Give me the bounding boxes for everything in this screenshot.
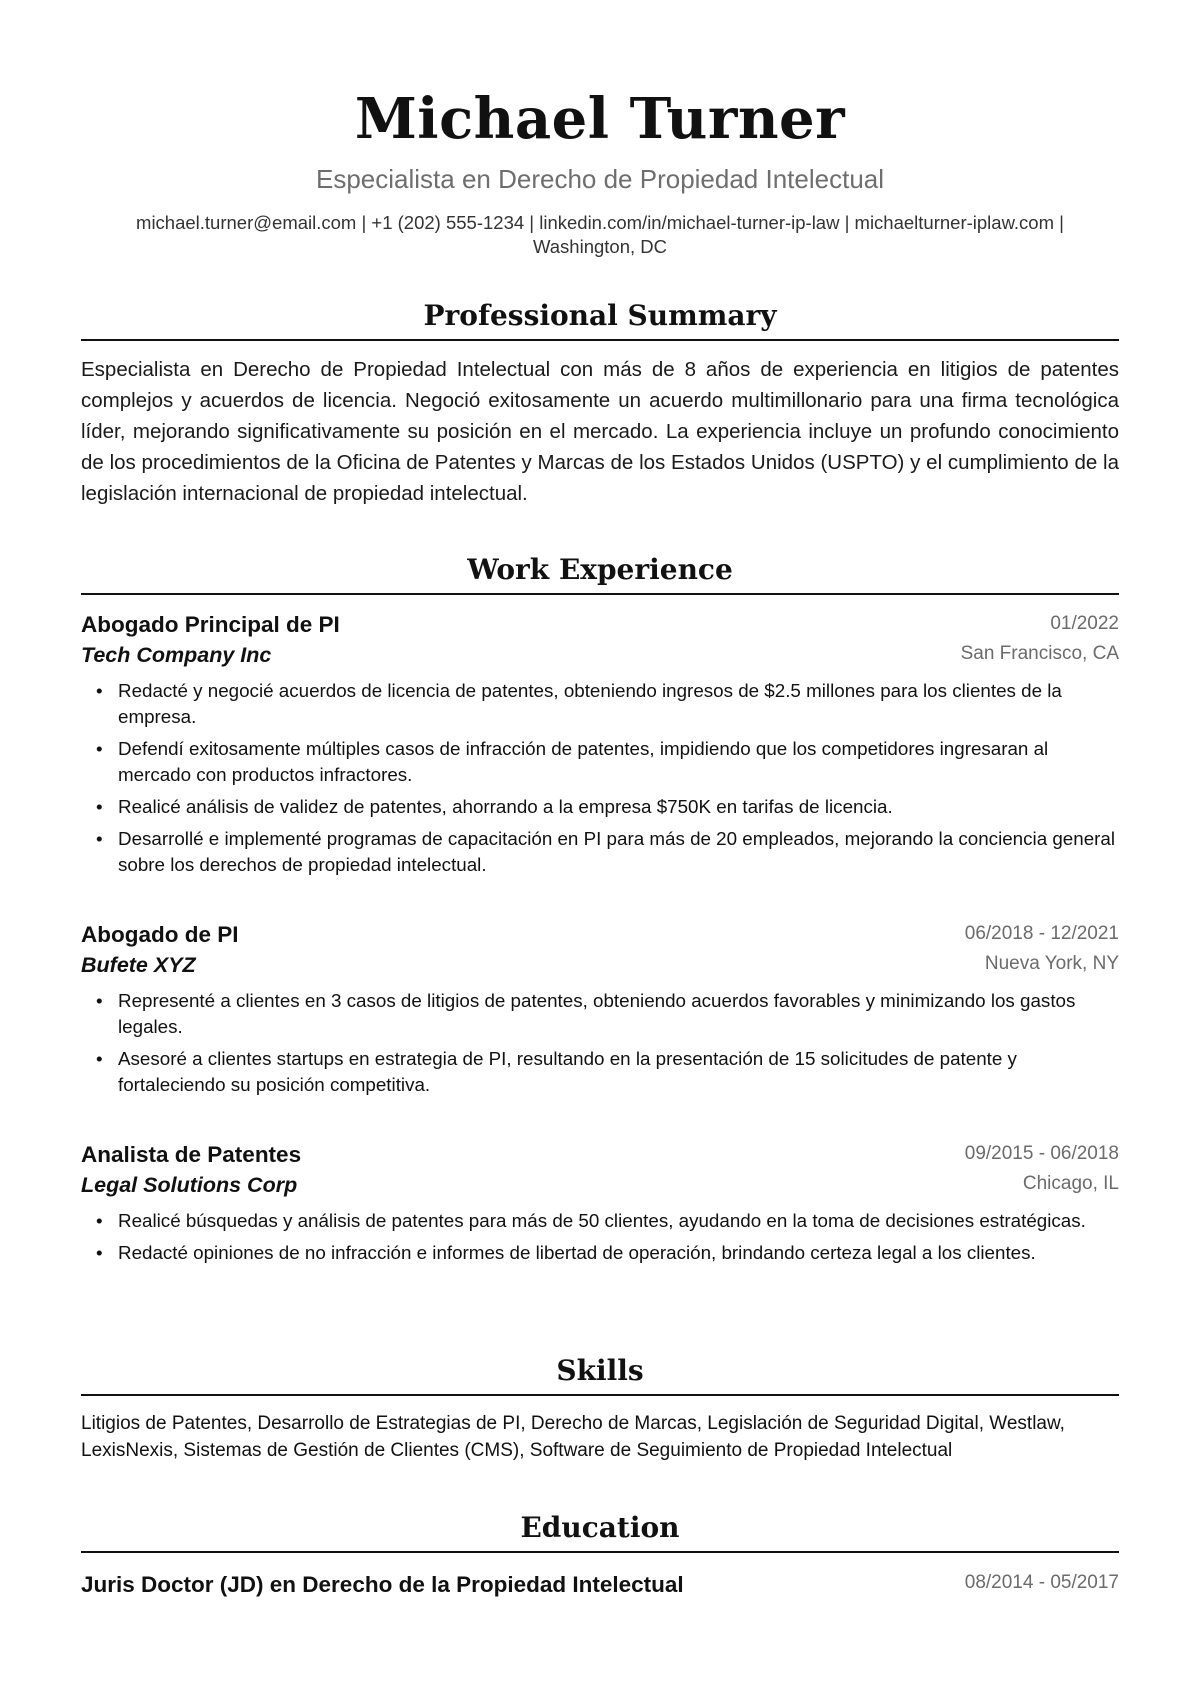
job-title: Analista de Patentes (81, 1142, 302, 1167)
job-title: Abogado Principal de PI (81, 612, 340, 637)
candidate-name: Michael Turner (354, 86, 846, 152)
experience-heading: Work Experience (467, 553, 733, 586)
bullet-icon: • (96, 796, 103, 817)
job-bullet: • Redacté y negocié acuerdos de licencia de patentes, obteniendo ingresos de $2.5 millones para los clientes de la empresa. (96, 680, 1062, 727)
job-entry (81, 920, 1119, 1104)
job-bullet: • Defendí exitosamente múltiples casos de infracción de patentes, impidiendo que los competidores ingresaran al mercado con productos infractores. (96, 738, 1049, 785)
bullet-icon: • (96, 1048, 103, 1069)
bullet-icon: • (96, 828, 103, 849)
job-bullets (81, 988, 1119, 1098)
summary-heading: Professional Summary (423, 299, 777, 332)
job-date: 01/2022 (1050, 613, 1119, 634)
job-title: Abogado de PI (81, 922, 239, 947)
job-date: 06/2018 - 12/2021 (964, 923, 1119, 944)
job-entry (81, 610, 1119, 884)
job-company: Legal Solutions Corp (81, 1173, 298, 1197)
summary-divider (81, 339, 1119, 341)
job-bullet: • Representé a clientes en 3 casos de litigios de patentes, obteniendo acuerdos favorables y minimizando los gastos legales. (96, 990, 1076, 1037)
job-company: Tech Company Inc (81, 643, 272, 667)
education-entry (81, 1569, 1119, 1601)
skills-divider (81, 1394, 1119, 1396)
candidate-headline: Especialista en Derecho de Propiedad Intelectual (315, 164, 885, 194)
skills-text: Litigios de Patentes, Desarrollo de Estrategias de PI, Derecho de Marcas, Legislación de Seguridad Digital, Westlaw, LexisNexis, Sistemas de Gestión de Clientes (CMS), Software de Seguimiento de Propiedad Intelectual (81, 1413, 1065, 1461)
education-divider (81, 1551, 1119, 1553)
job-bullet: • Realicé análisis de validez de patentes, ahorrando a la empresa $750K en tarifas de licencia. (81, 794, 1119, 820)
job-bullet: • Redacté opiniones de no infracción e informes de libertad de operación, brindando certeza legal a los clientes. (81, 1240, 1119, 1266)
experience-divider (81, 593, 1119, 595)
job-location: Nueva York, NY (984, 953, 1119, 974)
education-date: 08/2014 - 05/2017 (964, 1572, 1119, 1593)
job-bullets (81, 1208, 1119, 1266)
job-company: Bufete XYZ (81, 953, 196, 977)
summary-text: Especialista en Derecho de Propiedad Intelectual con más de 8 años de experiencia en litigios de patentes complejos y acuerdos de licencia. Negoció exitosamente un acuerdo multimillonario para una firma tecnológica líder, mejorando significativamente su posición en el mercado. La experiencia incluye un profundo conocimiento de los procedimientos de la Oficina de Patentes y Marcas de los Estados Unidos (USPTO) y el cumplimiento de la legislación internacional de propiedad intelectual. (81, 358, 1119, 505)
education-degree: Juris Doctor (JD) en Derecho de la Propiedad Intelectual (81, 1572, 684, 1597)
contact-info (81, 211, 1119, 259)
job-bullets (81, 678, 1119, 878)
job-date: 09/2015 - 06/2018 (964, 1143, 1119, 1164)
job-location: San Francisco, CA (960, 643, 1119, 664)
skills-heading: Skills (556, 1354, 644, 1387)
bullet-icon: • (96, 738, 103, 759)
job-bullet: • Realicé búsquedas y análisis de patentes para más de 50 clientes, ayudando en la toma de decisiones estratégicas. (81, 1208, 1119, 1234)
contact-line: michael.turner@email.com | +1 (202) 555-1234 | linkedin.com/in/michael-turner-ip-law | michaelturner-iplaw.com | (136, 212, 1064, 233)
bullet-icon: • (96, 1242, 103, 1263)
bullet-icon: • (96, 990, 103, 1011)
job-location: Chicago, IL (1022, 1173, 1119, 1194)
job-entry (81, 1140, 1119, 1272)
education-heading: Education (520, 1511, 680, 1544)
contact-location: Washington, DC (532, 236, 667, 257)
job-bullet: • Desarrollé e implementé programas de capacitación en PI para más de 20 empleados, mejorando la conciencia general sobre los derechos de propiedad intelectual. (96, 828, 1116, 875)
bullet-icon: • (96, 1210, 103, 1231)
bullet-icon: • (96, 680, 103, 701)
job-bullet: • Asesoré a clientes startups en estrategia de PI, resultando en la presentación de 15 solicitudes de patente y fortaleciendo su posición competitiva. (96, 1048, 1017, 1095)
